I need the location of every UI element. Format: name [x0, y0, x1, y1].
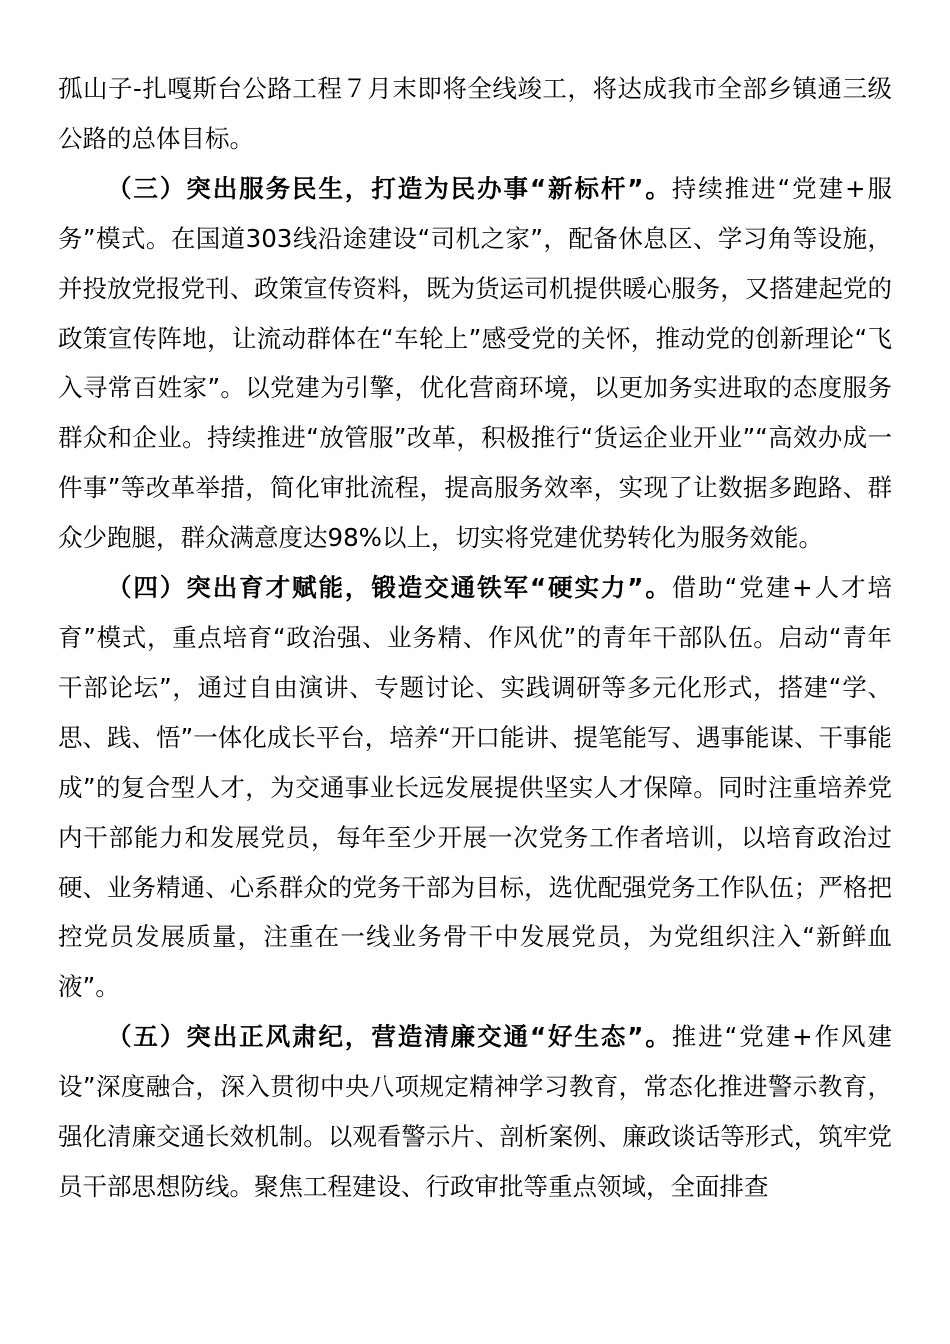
section-heading: （五）突出正风肃纪，营造清廉交通“好生态”。 — [107, 1022, 672, 1052]
paragraph-body: 孤山子-扎嘎斯台公路工程７月末即将全线竣工，将达成我市全部乡镇通三级公路的总体目标。 — [58, 74, 892, 153]
section-heading: （三）突出服务民生，打造为民办事“新标杆”。 — [107, 173, 672, 203]
paragraph-body: 借助“党建+人才培育”模式，重点培育“政治强、业务精、作风优”的青年干部队伍。启动“青年干部论坛”，通过自由演讲、专题讨论、实践调研等多元化形式，搭建“学、思、践、悟”一体化成长平台，培养“开口能讲、提笔能写、遇事能谋、干事能成”的复合型人才，为交通事业长远发展提供坚实人才保障。同时注重培养党内干部能力和发展党员，每年至少开展一次党务工作者培训，以培育政治过硬、业务精通、心系群众的党务干部为目标，选优配强党务工作队伍；严格把控党员发展质量，注重在一线业务骨干中发展党员，为党组织注入“新鲜血液”。 — [58, 573, 892, 1002]
paragraph-section-4 — [58, 563, 892, 1012]
paragraph-section-5 — [58, 1012, 892, 1212]
paragraph-section-3 — [58, 164, 892, 563]
paragraph-continuation — [58, 64, 892, 164]
paragraph-body: 持续推进“党建+服务”模式。在国道303线沿途建设“司机之家”，配备休息区、学习角等设施，并投放党报党刊、政策宣传资料，既为货运司机提供暖心服务，又搭建起党的政策宣传阵地，让流动群体在“车轮上”感受党的关怀，推动党的创新理论“飞入寻常百姓家”。以党建为引擎，优化营商环境，以更加务实进取的态度服务群众和企业。持续推进“放管服”改革，积极推行“货运企业开业”“高效办成一件事”等改革举措，简化审批流程，提高服务效率，实现了让数据多跑路、群众少跑腿，群众满意度达98%以上，切实将党建优势转化为服务效能。 — [58, 173, 892, 553]
document-body — [58, 64, 892, 1212]
section-heading: （四）突出育才赋能，锻造交通铁军“硬实力”。 — [107, 573, 672, 603]
paragraph-body: 推进“党建+作风建设”深度融合，深入贯彻中央八项规定精神学习教育，常态化推进警示教育，强化清廉交通长效机制。以观看警示片、剖析案例、廉政谈话等形式，筑牢党员干部思想防线。聚焦工程建设、行政审批等重点领域，全面排查 — [58, 1022, 892, 1201]
